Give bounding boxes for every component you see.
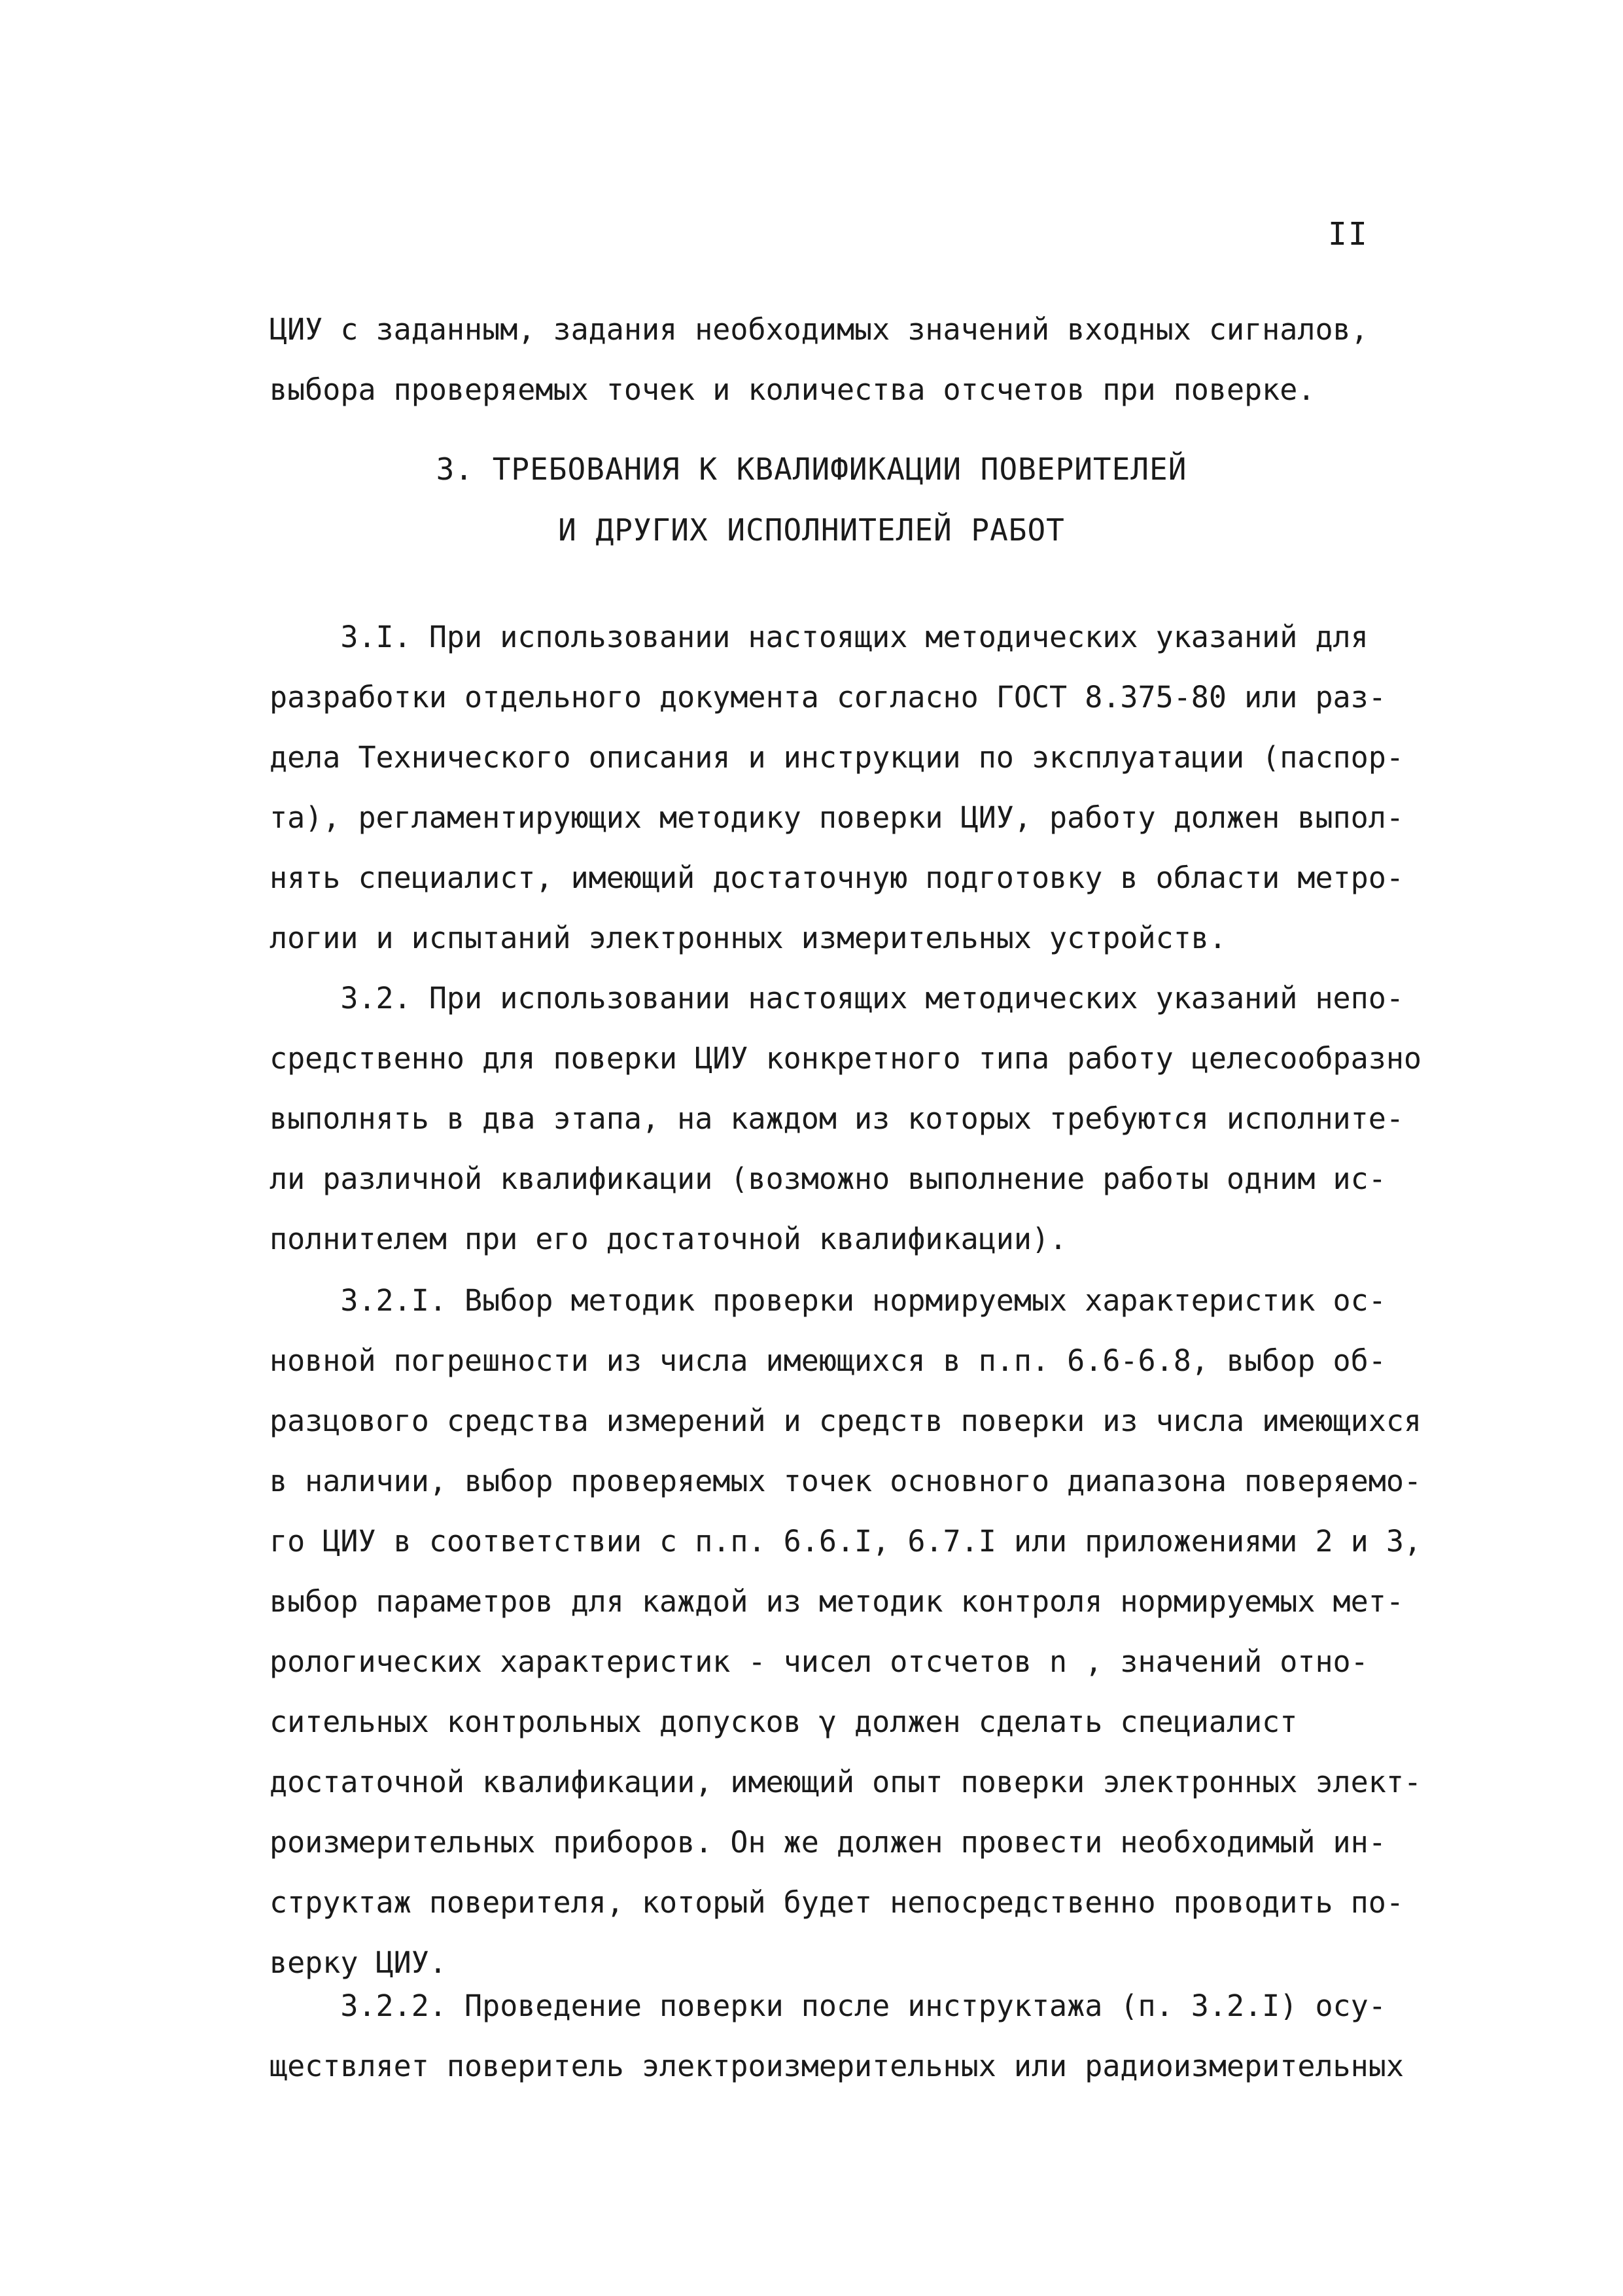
- text-line: сительных контрольных допусков γ должен сделать специалист: [270, 1704, 1298, 1739]
- text-line: в наличии, выбор проверяемых точек основного диапазона поверяемо-: [270, 1464, 1422, 1498]
- section-heading-line-1: 3. ТРЕБОВАНИЯ К КВАЛИФИКАЦИИ ПОВЕРИТЕЛЕЙ: [436, 451, 1187, 487]
- text-line: выбор параметров для каждой из методик контроля нормируемых мет-: [270, 1584, 1404, 1619]
- paragraph-3-1: [270, 607, 1486, 968]
- text-line: логии и испытаний электронных измерительных устройств.: [270, 921, 1227, 955]
- text-line: выполнять в два этапа, на каждом из которых требуются исполните-: [270, 1101, 1404, 1136]
- paragraph-3-2-2: [270, 1976, 1486, 2096]
- text-line: новной погрешности из числа имеющихся в п.п. 6.6-6.8, выбор об-: [270, 1343, 1386, 1378]
- paragraph-3-2: [270, 968, 1486, 1269]
- text-line: полнителем при его достаточной квалификации).: [270, 1222, 1068, 1256]
- text-line: разцового средства измерений и средств поверки из числа имеющихся: [270, 1404, 1422, 1438]
- text-line: 3.2.2. Проведение поверки после инструктажа (п. 3.2.I) осу-: [270, 1988, 1386, 2023]
- text-line: достаточной квалификации, имеющий опыт поверки электронных элект-: [270, 1765, 1422, 1799]
- text-line: нять специалист, имеющий достаточную подготовку в области метро-: [270, 860, 1404, 895]
- text-line: ществляет поверитель электроизмерительных или радиоизмерительных: [270, 2049, 1404, 2083]
- text-line: 3.2.I. Выбор методик проверки нормируемых характеристик ос-: [270, 1283, 1386, 1318]
- text-line: ЦИУ с заданным, задания необходимых значений входных сигналов,: [270, 312, 1369, 347]
- text-line: верку ЦИУ.: [270, 1945, 447, 1980]
- section-heading-line-2: И ДРУГИХ ИСПОЛНИТЕЛЕЙ РАБОТ: [558, 512, 1065, 548]
- text-line: средственно для поверки ЦИУ конкретного типа работу целесообразно: [270, 1041, 1422, 1076]
- text-line: дела Технического описания и инструкции по эксплуатации (паспор-: [270, 740, 1404, 775]
- text-line: выбора проверяемых точек и количества отсчетов при поверке.: [270, 372, 1316, 407]
- text-line: 3.2. При использовании настоящих методических указаний непо-: [270, 981, 1404, 1016]
- text-line: та), регламентирующих методику поверки ЦИУ, работу должен выпол-: [270, 800, 1404, 835]
- text-line: структаж поверителя, который будет непосредственно проводить по-: [270, 1885, 1404, 1920]
- text-line: 3.I. При использовании настоящих методических указаний для: [270, 620, 1369, 654]
- intro-paragraph: [270, 300, 1486, 420]
- page-number: II: [1328, 216, 1369, 253]
- paragraph-3-2-1: [270, 1271, 1486, 1993]
- text-line: разработки отдельного документа согласно ГОСТ 8.375-80 или раз-: [270, 680, 1386, 715]
- text-line: ли различной квалификации (возможно выполнение работы одним ис-: [270, 1161, 1386, 1196]
- text-line: роизмерительных приборов. Он же должен провести необходимый ин-: [270, 1825, 1386, 1860]
- text-line: рологических характеристик - чисел отсчетов n , значений отно-: [270, 1644, 1369, 1679]
- text-line: го ЦИУ в соответствии с п.п. 6.6.I, 6.7.I или приложениями 2 и 3,: [270, 1524, 1422, 1559]
